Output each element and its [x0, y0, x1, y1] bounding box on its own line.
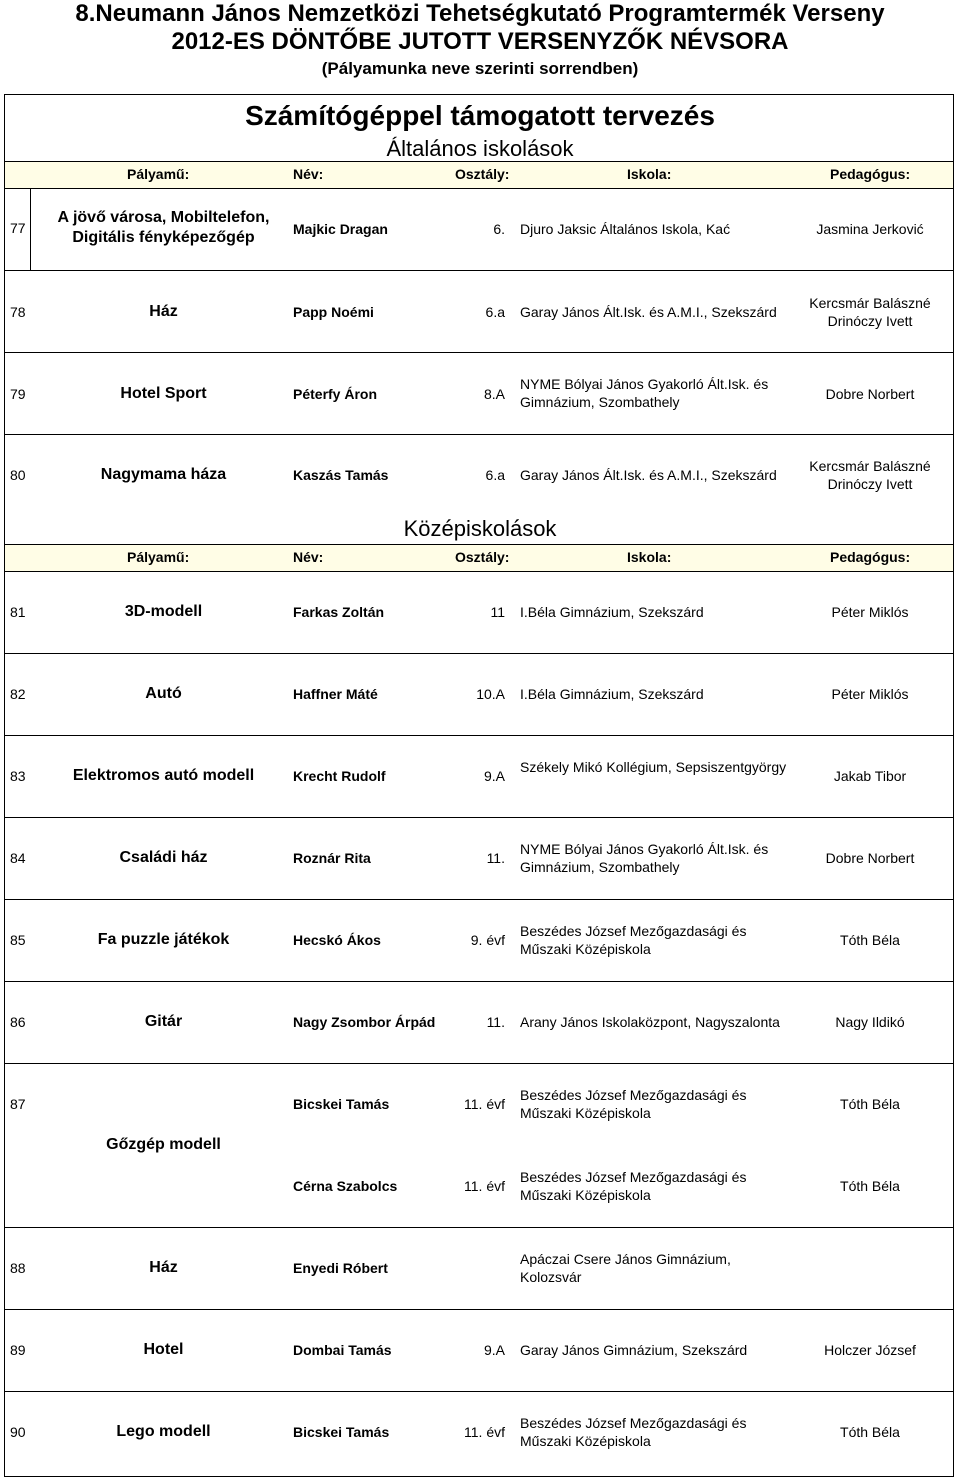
col-work: Pályamű:	[127, 549, 190, 565]
row-number: 82	[10, 686, 26, 702]
student-name: Haffner Máté	[293, 686, 378, 702]
student-grade: 9. évf	[470, 932, 505, 948]
student-name: Krecht Rudolf	[293, 768, 386, 784]
work-title: Fa puzzle játékok	[97, 931, 230, 948]
student-name: Kaszás Tamás	[293, 467, 389, 483]
column-header-row	[5, 544, 953, 572]
col-grade: Osztály:	[455, 549, 510, 565]
school-name: NYME Bólyai János Gyakorló Ált.Isk. és Gimnázium, Szombathely	[520, 376, 769, 410]
student-grade: 11.	[486, 850, 505, 866]
teacher-name: Dobre Norbert	[825, 386, 915, 402]
section-title: Középiskolások	[403, 516, 557, 541]
work-title: Lego modell	[116, 1423, 211, 1440]
work-title: Autó	[145, 685, 182, 702]
school-name: Székely Mikó Kollégium, Sepsiszentgyörgy	[520, 759, 787, 775]
student-grade: 6.	[493, 221, 505, 237]
teacher-name: Nagy Ildikó	[835, 1014, 905, 1030]
school-name: I.Béla Gimnázium, Szekszárd	[520, 604, 704, 620]
student-grade: 6.a	[485, 304, 505, 320]
row-number: 90	[10, 1424, 26, 1440]
teacher-name: Holczer József	[824, 1342, 916, 1358]
col-work: Pályamű:	[127, 166, 190, 182]
student-name: Cérna Szabolcs	[293, 1178, 398, 1194]
student-grade: 10.A	[476, 686, 505, 702]
row-number: 85	[10, 932, 26, 948]
student-grade: 11.	[486, 1014, 505, 1030]
table-row	[5, 270, 953, 353]
row-number: 79	[10, 386, 26, 402]
col-teacher: Pedagógus:	[830, 549, 911, 565]
student-name: Majkic Dragan	[293, 221, 388, 237]
school-name: Beszédes József Mezőgazdasági és Műszaki Középiskola	[520, 1087, 747, 1121]
student-grade: 9.A	[483, 768, 505, 784]
col-school: Iskola:	[627, 166, 672, 182]
student-name: Farkas Zoltán	[293, 604, 385, 620]
student-name: Papp Noémi	[293, 304, 374, 320]
work-title: Ház	[149, 1259, 178, 1276]
teacher-name: Tóth Béla	[840, 1096, 900, 1112]
student-grade: 6.a	[485, 467, 505, 483]
student-name: Nagy Zsombor Árpád	[293, 1014, 436, 1030]
teacher-name: Tóth Béla	[840, 1424, 900, 1440]
school-name: Djuro Jaksic Általános Iskola, Kać	[520, 221, 731, 237]
row-number: 84	[10, 850, 26, 866]
table-row	[5, 735, 953, 818]
teacher-name: Kercsmár Balászné Drinóczy Ivett	[809, 295, 931, 329]
school-name: Garay János Ált.Isk. és A.M.I., Szekszárd	[520, 467, 777, 483]
student-name: Péterfy Áron	[293, 386, 378, 402]
category-title: Számítógéppel támogatott tervezés	[245, 100, 715, 131]
table-row	[5, 1309, 953, 1392]
work-title: Gitár	[144, 1013, 183, 1030]
work-title: Gőzgép modell	[106, 1136, 221, 1153]
school-name: Beszédes József Mezőgazdasági és Műszaki Középiskola	[520, 923, 747, 957]
col-name: Név:	[293, 166, 324, 182]
teacher-name: Péter Miklós	[831, 686, 909, 702]
student-name: Bicskei Tamás	[293, 1424, 390, 1440]
school-name: I.Béla Gimnázium, Szekszárd	[520, 686, 704, 702]
school-name: Beszédes József Mezőgazdasági és Műszaki Középiskola	[520, 1169, 747, 1203]
student-name: Hecskó Ákos	[293, 932, 381, 948]
work-title: Családi ház	[119, 849, 208, 866]
student-grade: 11. évf	[464, 1424, 505, 1440]
col-name: Név:	[293, 549, 324, 565]
student-name: Enyedi Róbert	[293, 1260, 388, 1276]
table-row	[5, 817, 953, 900]
teacher-name: Péter Miklós	[831, 604, 909, 620]
work-title: 3D-modell	[124, 603, 203, 620]
teacher-name: Jasmina Jerković	[816, 221, 924, 237]
document-subtitle: 2012-ES DÖNTŐBE JUTOTT VERSENYZŐK NÉVSORA	[171, 28, 789, 55]
work-title: Hotel Sport	[120, 385, 207, 402]
work-title: Hotel	[143, 1341, 184, 1358]
column-header-row	[5, 161, 953, 189]
school-name: Garay János Gimnázium, Szekszárd	[520, 1342, 748, 1358]
student-grade: 11. évf	[464, 1096, 505, 1112]
student-grade: 11. évf	[464, 1178, 505, 1194]
row-number: 88	[10, 1260, 26, 1276]
row-number: 87	[10, 1096, 26, 1112]
student-grade: 8.A	[483, 386, 505, 402]
school-name: Apáczai Csere János Gimnázium, Kolozsvár	[520, 1251, 731, 1285]
col-teacher: Pedagógus:	[830, 166, 911, 182]
row-number: 81	[10, 604, 26, 620]
row-number: 86	[10, 1014, 26, 1030]
student-name: Dombai Tamás	[293, 1342, 392, 1358]
student-grade: 11	[490, 604, 505, 620]
school-name: Garay János Ált.Isk. és A.M.I., Szekszárd	[520, 304, 777, 320]
student-grade: 9.A	[483, 1342, 505, 1358]
sort-note: (Pályamunka neve szerinti sorrendben)	[321, 59, 639, 78]
teacher-name: Kercsmár Balászné Drinóczy Ivett	[809, 458, 931, 492]
row-number: 89	[10, 1342, 26, 1358]
school-name: Beszédes József Mezőgazdasági és Műszaki Középiskola	[520, 1415, 747, 1449]
teacher-name: Jakab Tibor	[833, 768, 907, 784]
table-row	[5, 653, 953, 736]
row-number: 83	[10, 768, 26, 784]
row-number: 78	[10, 304, 26, 320]
document-title: 8.Neumann János Nemzetközi Tehetségkutató Programtermék Verseny	[75, 0, 885, 27]
work-title: A jövő városa, Mobiltelefon, Digitális fényképezőgép	[57, 209, 270, 246]
section-title: Általános iskolások	[386, 136, 574, 161]
table-row	[5, 434, 953, 516]
table-row	[5, 352, 953, 435]
teacher-name: Dobre Norbert	[825, 850, 915, 866]
student-name: Bicskei Tamás	[293, 1096, 390, 1112]
col-grade: Osztály:	[455, 166, 510, 182]
table-row	[5, 1227, 953, 1310]
table-row	[5, 188, 953, 271]
row-number: 77	[10, 220, 26, 236]
work-title: Elektromos autó modell	[72, 767, 255, 784]
col-school: Iskola:	[627, 549, 672, 565]
table-row	[5, 981, 953, 1064]
table-row	[5, 1063, 953, 1228]
row-number: 80	[10, 467, 26, 483]
table-row	[5, 571, 953, 654]
school-name: NYME Bólyai János Gyakorló Ált.Isk. és Gimnázium, Szombathely	[520, 841, 769, 875]
student-name: Roznár Rita	[293, 850, 371, 866]
work-title: Ház	[149, 303, 178, 320]
table-row	[5, 899, 953, 982]
teacher-name: Tóth Béla	[840, 932, 900, 948]
school-name: Arany János Iskolaközpont, Nagyszalonta	[520, 1014, 780, 1030]
teacher-name: Tóth Béla	[840, 1178, 900, 1194]
table-row	[5, 1391, 953, 1475]
work-title: Nagymama háza	[100, 466, 227, 483]
